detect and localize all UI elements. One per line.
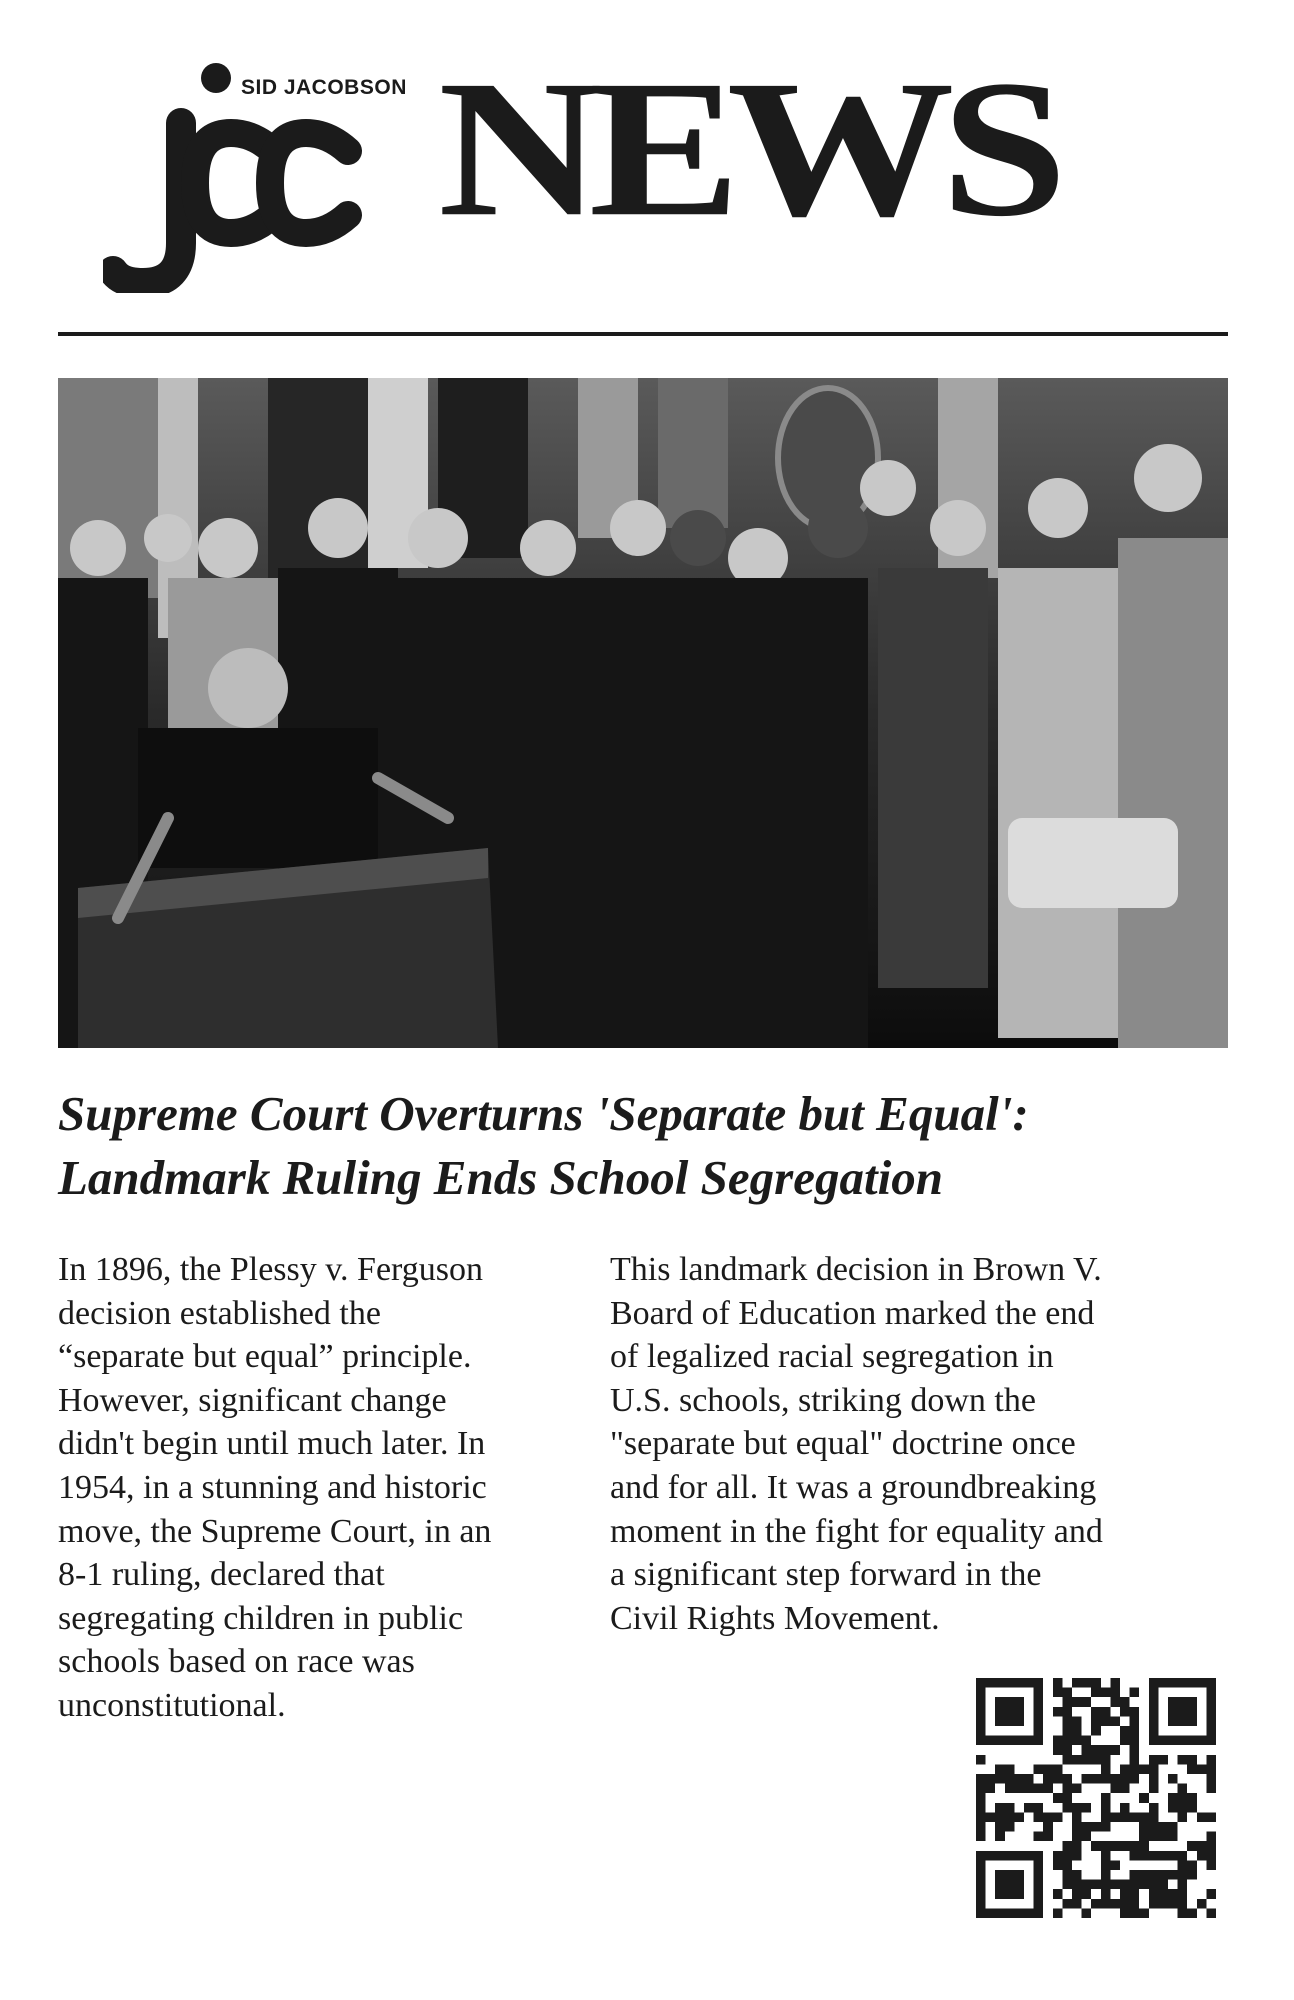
logo-dot xyxy=(201,63,231,93)
body-line: decision established the xyxy=(58,1294,381,1332)
jcc-logo[interactable] xyxy=(103,58,407,298)
body-line: and for all. It was a groundbreaking xyxy=(610,1468,1097,1506)
historical-photo-icon xyxy=(58,378,1228,1048)
headline-line: Landmark Ruling Ends School Segregation xyxy=(58,1150,943,1205)
jcc-logotype xyxy=(103,93,363,293)
body-line: Civil Rights Movement. xyxy=(610,1599,940,1637)
body-line: In 1896, the Plessy v. Ferguson xyxy=(58,1251,483,1288)
body-line: 1954, in a stunning and historic xyxy=(58,1468,487,1506)
qr-code[interactable] xyxy=(976,1678,1216,1918)
body-line: a significant step forward in the xyxy=(610,1556,1042,1594)
body-line: didn't begin until much later. In xyxy=(58,1425,486,1463)
article-column-right xyxy=(610,1248,1140,1640)
body-line: segregating children in public xyxy=(58,1599,464,1637)
masthead xyxy=(58,40,1228,300)
qr-code-icon xyxy=(976,1678,1216,1918)
body-line: “separate but equal” principle. xyxy=(58,1338,472,1376)
body-line: This landmark decision in Brown V. xyxy=(610,1251,1102,1288)
masthead-divider xyxy=(58,332,1228,336)
body-line: moment in the fight for equality and xyxy=(610,1512,1103,1550)
article-headline xyxy=(58,1082,1228,1210)
body-line: of legalized racial segregation in xyxy=(610,1338,1054,1376)
body-line: move, the Supreme Court, in an xyxy=(58,1512,492,1550)
article-column-left xyxy=(58,1248,588,1728)
body-line: 8-1 ruling, declared that xyxy=(58,1556,385,1594)
body-line: U.S. schools, striking down the xyxy=(610,1381,1036,1419)
article-photo xyxy=(58,378,1228,1048)
logo-subtitle: SID JACOBSON xyxy=(241,76,407,99)
headline-line: Supreme Court Overturns 'Separate but Equal': xyxy=(58,1086,1029,1141)
body-line: unconstitutional. xyxy=(58,1686,286,1724)
body-line: schools based on race was xyxy=(58,1643,415,1681)
masthead-title: NEWS xyxy=(438,40,1054,258)
body-line: Board of Education marked the end xyxy=(610,1294,1095,1332)
body-line: "separate but equal" doctrine once xyxy=(610,1425,1076,1463)
body-line: However, significant change xyxy=(58,1381,447,1419)
